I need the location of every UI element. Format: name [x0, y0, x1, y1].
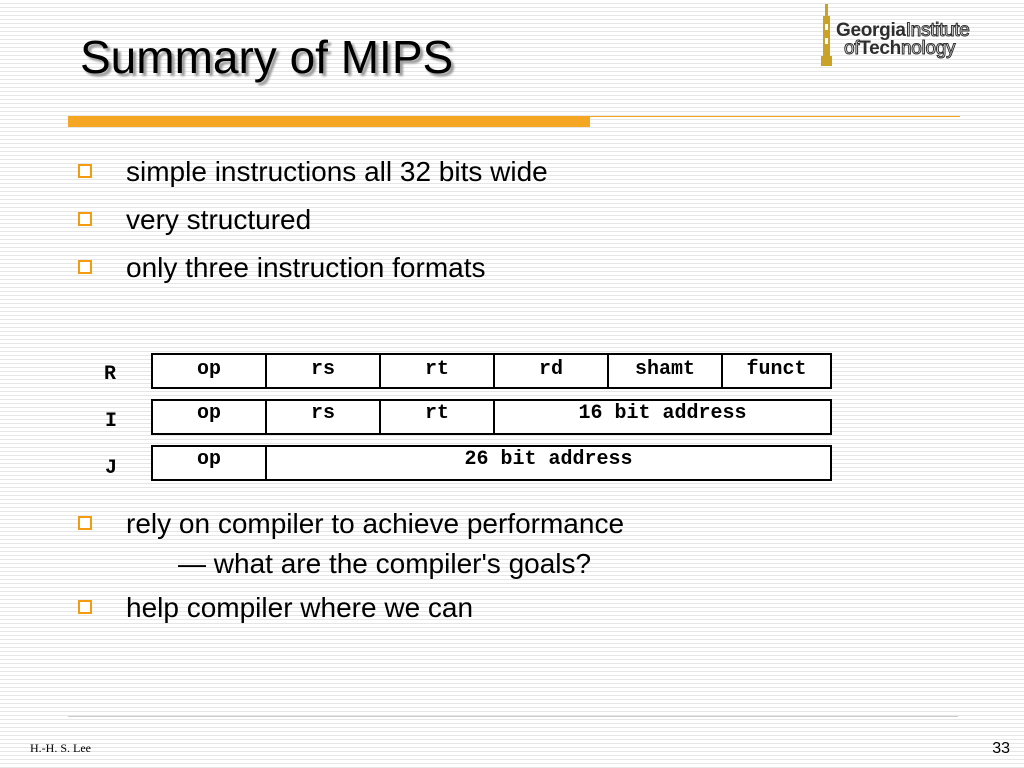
- r-field-funct: funct: [746, 358, 807, 381]
- format-label-i: I: [105, 410, 118, 433]
- i-field-rs: rs: [267, 401, 381, 433]
- logo-institute: Institute: [905, 20, 970, 41]
- logo-georgia: Georgia: [836, 20, 906, 41]
- j-format-row: [151, 445, 832, 481]
- bullet-text: simple instructions all 32 bits wide: [126, 156, 548, 187]
- title-accent-bar: [68, 116, 590, 127]
- page-number: 33: [992, 740, 1010, 757]
- top-bullet-list: [78, 148, 548, 292]
- r-field-shamt: shamt: [609, 355, 723, 387]
- bullet-item: [78, 500, 624, 584]
- bullet-square-icon: [78, 164, 92, 178]
- bottom-bullet-list: [78, 500, 624, 632]
- bullet-item: [78, 196, 548, 244]
- footer-author: H.-H. S. Lee: [30, 741, 91, 755]
- logo-tech: Tech: [859, 38, 901, 59]
- bullet-square-icon: [78, 212, 92, 226]
- georgia-tech-logo: [820, 4, 1016, 68]
- bullet-subtext: — what are the compiler's goals?: [178, 548, 592, 579]
- r-field-rd: rd: [495, 355, 609, 387]
- format-label-r: R: [104, 363, 117, 386]
- r-format-row: [151, 353, 832, 389]
- logo-of: of: [844, 38, 860, 59]
- r-field-rs: rs: [267, 355, 381, 387]
- r-field-op: op: [153, 355, 267, 387]
- bullet-square-icon: [78, 600, 92, 614]
- title-accent-line: [590, 116, 960, 117]
- tech-tower-icon: [820, 4, 834, 68]
- bullet-text: help compiler where we can: [126, 592, 474, 623]
- i-field-address: 16 bit address: [578, 402, 747, 425]
- j-field-address: 26 bit address: [464, 448, 633, 471]
- bullet-square-icon: [78, 516, 92, 530]
- bullet-item: [78, 584, 624, 632]
- logo-nology: nology: [901, 38, 956, 59]
- bullet-text: rely on compiler to achieve performance: [126, 508, 625, 539]
- bullet-text: very structured: [126, 204, 312, 235]
- i-format-row: [151, 399, 832, 435]
- format-label-j: J: [105, 457, 118, 480]
- footer-divider: [68, 716, 958, 717]
- j-field-op: op: [153, 447, 267, 479]
- i-field-op: op: [153, 401, 267, 433]
- bullet-square-icon: [78, 260, 92, 274]
- bullet-item: [78, 148, 548, 196]
- bullet-item: [78, 244, 548, 292]
- i-field-rt: rt: [381, 401, 495, 433]
- logo-line-2: [844, 38, 955, 60]
- bullet-text: only three instruction formats: [126, 252, 486, 283]
- r-field-rt: rt: [381, 355, 495, 387]
- slide-title: Summary of MIPS: [80, 31, 454, 83]
